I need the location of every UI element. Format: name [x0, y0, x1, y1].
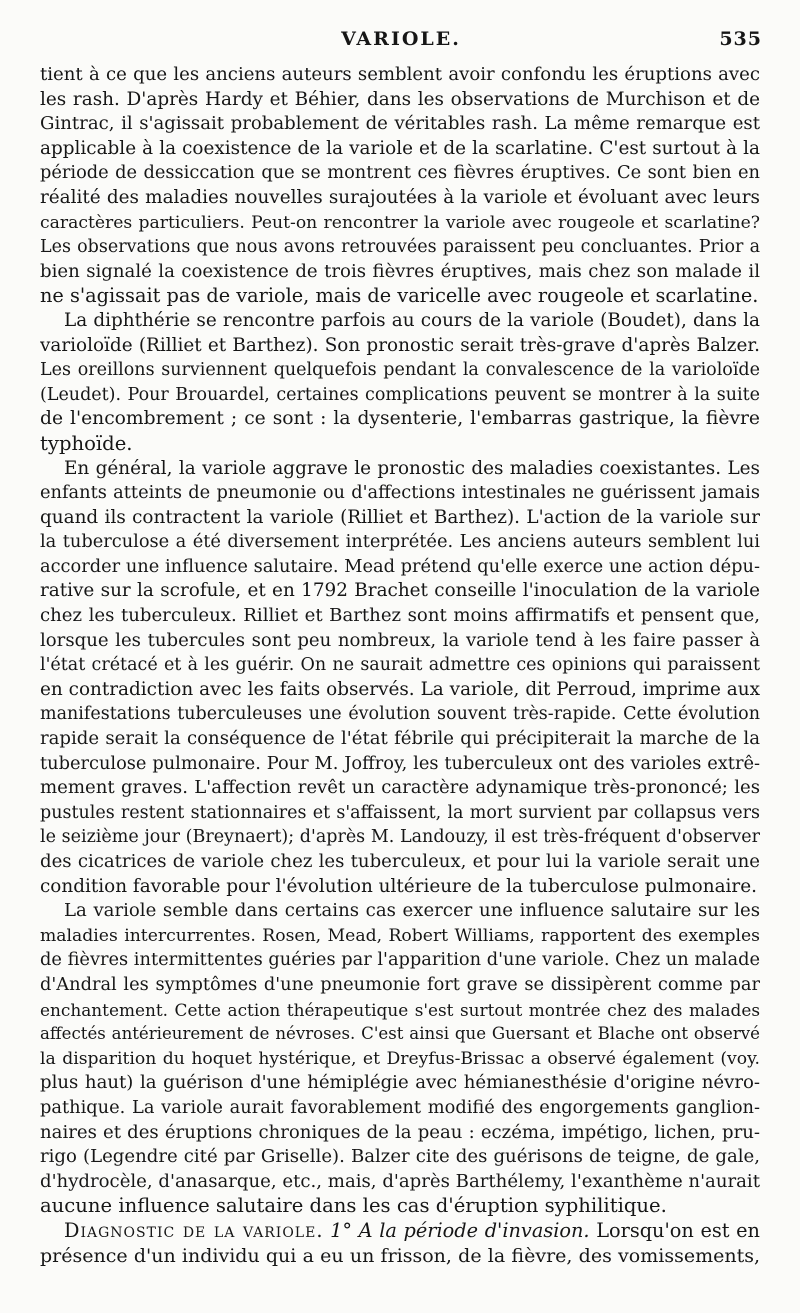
paragraph-salutary-influence — [40, 899, 760, 1219]
text-line: la tuberculose a été diversement interprétée. Les anciens auteurs semblent lui — [40, 531, 760, 553]
text-line: d'Andral les symptômes d'une pneumonie fort grave se dissipèrent comme par — [40, 973, 760, 995]
text-line: affectés antérieurement de névroses. C'est ainsi que Guersant et Blache ont observé — [40, 1024, 760, 1044]
text-line: (Leudet). Pour Brouardel, certaines complications peuvent se montrer à la suite — [40, 384, 760, 405]
text-line: naires et des éruptions chroniques de la peau : eczéma, impétigo, lichen, pru- — [40, 1121, 760, 1143]
text-line: la disparition du hoquet hystérique, et Dreyfus-Brissac a observé également (voy. — [40, 1048, 760, 1069]
text-line: les rash. D'après Hardy et Béhier, dans les observations de Murchison et de — [40, 88, 760, 110]
text-line: La diphthérie se rencontre parfois au cours de la variole (Boudet), dans la — [64, 309, 760, 331]
text-line: condition favorable pour l'évolution ultérieure de la tuberculose pulmonaire. — [40, 875, 757, 897]
text-line: Les oreillons surviennent quelquefois pendant la convalescence de la varioloïde — [40, 360, 760, 381]
page-number: 535 — [719, 28, 762, 50]
text-line: quand ils contractent la variole (Rilliet et Barthez). L'action de la variole sur — [40, 506, 760, 528]
text-line: période de dessiccation que se montrent ces fièvres éruptives. Ce sont bien en — [40, 162, 760, 184]
text-line: le seizième jour (Breynaert); d'après M. Landouzy, il est très-fréquent d'observer — [40, 827, 760, 848]
text-line: varioloïde (Rilliet et Barthez). Son pronostic serait très-grave d'après Balzer. — [40, 334, 760, 356]
text-run: Lorsqu'on est en — [596, 1218, 760, 1242]
text-line: tuberculose pulmonaire. Pour M. Joffroy, les tuberculeux ont des varioles extrê- — [40, 752, 760, 774]
text-line: présence d'un individu qui a eu un frisson, de la fièvre, des vomissements, — [40, 1244, 760, 1267]
running-title: VARIOLE. — [341, 28, 461, 50]
text-line: rigo (Legendre cité par Griselle). Balzer cite des guérisons de teigne, de gale, — [40, 1146, 760, 1168]
paragraph-prognosis-tuberculosis — [40, 457, 760, 900]
text-line: maladies intercurrentes. Rosen, Mead, Robert Williams, rapportent des exemples — [40, 925, 760, 946]
paragraph-eruptions-continuation — [40, 63, 760, 309]
text-line: d'hydrocèle, d'anasarque, etc., mais, d'après Barthélemy, l'exanthème n'aurait — [40, 1170, 760, 1192]
text-line: rapide serait la conséquence de l'état fébrile qui précipiterait la marche de la — [40, 728, 760, 750]
text-line: lorsque les tubercules sont peu nombreux, la variole tend à les faire passer à — [40, 629, 760, 651]
text-line: ne s'agissait pas de variole, mais de varicelle avec rougeole et scarlatine. — [40, 284, 759, 308]
paragraph-diphtheria — [40, 309, 760, 457]
text-line: réalité des maladies nouvelles surajoutées à la variole et évoluant avec leurs — [40, 186, 760, 208]
text-line: Gintrac, il s'agissait probablement de véritables rash. La même remarque est — [40, 113, 760, 135]
text-line: typhoïde. — [40, 431, 133, 455]
section-heading: Diagnostic de la variole. — [64, 1218, 324, 1242]
text-line: enfants atteints de pneumonie ou d'affections intestinales ne guérissent jamais — [40, 482, 760, 504]
text-line: applicable à la coexistence de la variole et de la scarlatine. C'est surtout à la — [40, 137, 760, 159]
running-head — [40, 28, 762, 58]
text-line: pustules restent stationnaires et s'affaissent, la mort survient par collapsus vers — [40, 802, 760, 823]
text-line: En général, la variole aggrave le pronostic des maladies coexistantes. Les — [64, 457, 760, 479]
text-line: pathique. La variole aurait favorablement modifié des engorgements ganglion- — [40, 1096, 760, 1118]
text-line: accorder une influence salutaire. Mead prétend qu'elle exerce une action dépu- — [40, 555, 760, 577]
text-line: de fièvres intermittentes guéries par l'apparition d'une variole. Chez un malade — [40, 949, 760, 971]
text-line: caractères particuliers. Peut-on rencontrer la variole avec rougeole et scarlatine? — [40, 212, 760, 233]
text-line: plus haut) la guérison d'une hémiplégie avec hémianesthésie d'origine névro- — [40, 1072, 760, 1094]
text-line: mement graves. L'affection revêt un caractère adynamique très-prononcé; les — [40, 777, 760, 799]
paragraph-diagnostic — [40, 1219, 760, 1268]
text-line — [40, 1219, 760, 1244]
text-line: La variole semble dans certains cas exercer une influence salutaire sur les — [64, 900, 760, 922]
subsection-heading: 1° A la période d'invasion. — [330, 1218, 590, 1242]
text-line: chez les tuberculeux. Rilliet et Barthez sont moins affirmatifs et pensent que, — [40, 605, 760, 627]
text-line: enchantement. Cette action thérapeutique s'est surtout montrée chez des malades — [40, 999, 760, 1020]
text-line: bien signalé la coexistence de trois fièvres éruptives, mais chez son malade il — [40, 260, 760, 282]
text-line: tient à ce que les anciens auteurs semblent avoir confondu les éruptions avec — [40, 64, 760, 85]
text-line: manifestations tuberculeuses une évolution souvent très-rapide. Cette évolution — [40, 704, 760, 725]
text-line: l'état crétacé et à les guérir. On ne saurait admettre ces opinions qui paraissent — [40, 655, 760, 676]
text-line: aucune influence salutaire dans les cas d'éruption syphilitique. — [40, 1194, 667, 1218]
text-line: rative sur la scrofule, et en 1792 Brachet conseille l'inoculation de la variole — [40, 580, 760, 602]
text-line: en contradiction avec les faits observés. La variole, dit Perroud, imprime aux — [40, 678, 760, 700]
body-text — [40, 63, 760, 1268]
text-line: Les observations que nous avons retrouvées paraissent peu concluantes. Prior a — [40, 237, 760, 258]
text-line: de l'encombrement ; ce sont : la dysenterie, l'embarras gastrique, la fièvre — [40, 408, 760, 430]
text-line: des cicatrices de variole chez les tuberculeux, et pour lui la variole serait une — [40, 851, 760, 872]
